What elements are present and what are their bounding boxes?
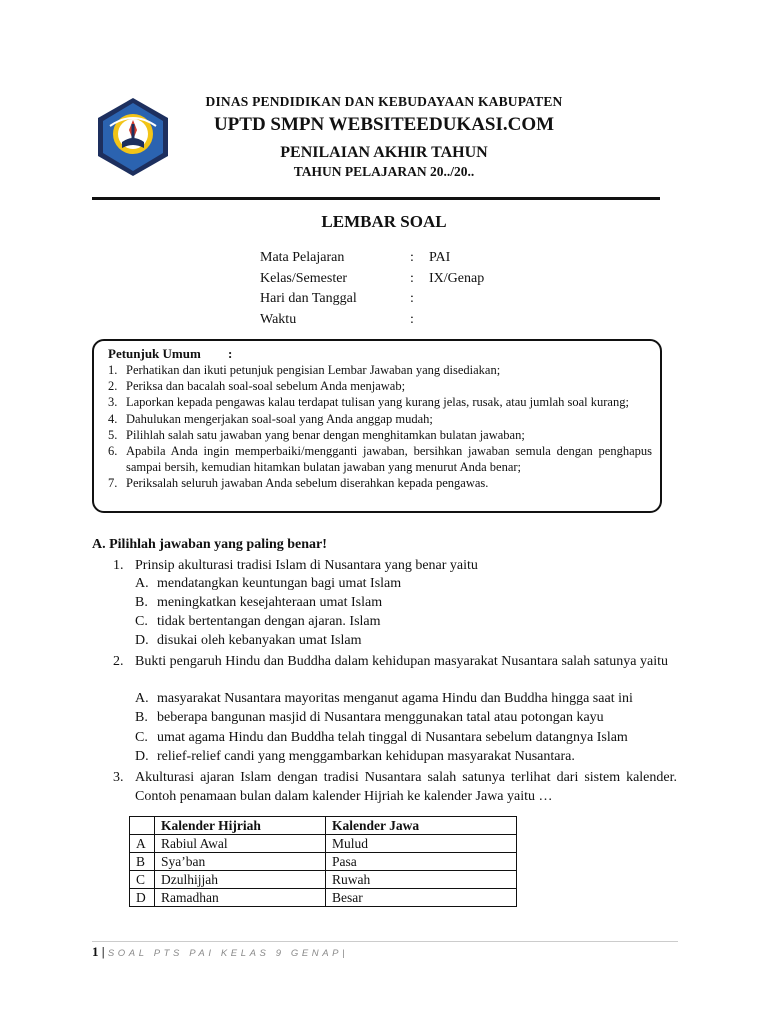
instructions-heading-colon: : <box>228 346 233 361</box>
instruction-text: Dahulukan mengerjakan soal-soal yang Anda anggap mudah; <box>126 411 433 426</box>
table-header-row <box>130 817 517 835</box>
instruction-item <box>108 427 652 443</box>
option-letter: B. <box>135 595 148 610</box>
instruction-text: Laporkan kepada pengawas kalau terdapat tulisan yang kurang jelas, rusak, atau jumlah soal kurang; <box>126 395 629 410</box>
table-row <box>130 835 517 853</box>
page-number: 1 <box>92 944 99 959</box>
option-2c <box>135 730 628 746</box>
table-cell: Mulud <box>326 835 517 853</box>
table-cell: Dzulhijjah <box>155 871 326 889</box>
table-cell: C <box>130 871 155 889</box>
option-1d <box>135 633 362 649</box>
instruction-num: 2. <box>108 379 118 394</box>
info-label: Waktu <box>260 311 297 327</box>
option-letter: D. <box>135 749 149 764</box>
option-text: disukai oleh kebanyakan umat Islam <box>157 633 362 648</box>
info-row-class <box>260 271 600 292</box>
page-footer <box>92 944 348 960</box>
table-cell: Pasa <box>326 853 517 871</box>
table-cell: B <box>130 853 155 871</box>
option-letter: A. <box>135 691 149 706</box>
option-1a <box>135 576 401 592</box>
info-value: IX/Genap <box>429 270 485 286</box>
instructions-heading <box>108 346 233 362</box>
instruction-num: 4. <box>108 411 118 426</box>
question-num: 3. <box>113 770 124 785</box>
info-colon: : <box>410 291 414 306</box>
option-2b <box>135 710 604 726</box>
option-text: umat agama Hindu dan Buddha telah tinggal di Nusantara sebelum datangnya Islam <box>157 730 628 745</box>
info-value: PAI <box>429 250 451 265</box>
instructions-list <box>108 362 652 492</box>
table-header-cell <box>130 817 155 835</box>
info-colon: : <box>410 250 414 265</box>
info-label: Hari dan Tanggal <box>260 291 357 306</box>
footer-separator: | <box>101 944 105 959</box>
instruction-item <box>108 362 652 378</box>
page-title: LEMBAR SOAL <box>321 212 447 231</box>
info-label: Mata Pelajaran <box>260 250 345 265</box>
table-row <box>130 853 517 871</box>
info-colon: : <box>410 270 414 286</box>
option-text: relief-relief candi yang menggambarkan kehidupan masyarakat Nusantara. <box>157 749 575 764</box>
instruction-text: Periksa dan bacalah soal-soal sebelum Anda menjawab; <box>126 379 406 394</box>
instruction-text: Pilihlah salah satu jawaban yang benar dengan menghitamkan bulatan jawaban; <box>126 427 525 442</box>
instruction-text: Perhatikan dan ikuti petunjuk pengisian Lembar Jawaban yang disediakan; <box>126 363 501 377</box>
instruction-num: 5. <box>108 427 118 442</box>
info-label: Kelas/Semester <box>260 270 348 286</box>
instruction-item <box>108 378 652 394</box>
question-text: Prinsip akulturasi tradisi Islam di Nusantara yang benar yaitu <box>135 558 478 573</box>
option-text: beberapa bangunan masjid di Nusantara menggunakan tatal atau potongan kayu <box>157 710 604 725</box>
question-num: 1. <box>113 558 124 573</box>
table-cell: Ruwah <box>326 871 517 889</box>
instructions-box <box>92 339 662 513</box>
option-text: mendatangkan keuntungan bagi umat Islam <box>157 576 402 591</box>
option-1b <box>135 595 382 611</box>
calendar-table <box>129 816 517 907</box>
footer-text: SOAL PTS PAI KELAS 9 GENAP| <box>107 948 349 959</box>
header-divider <box>92 197 660 200</box>
option-text: masyarakat Nusantara mayoritas menganut agama Hindu dan Buddha hingga saat ini <box>157 691 633 706</box>
table-cell: Besar <box>326 889 517 907</box>
option-letter: A. <box>135 576 149 591</box>
info-colon: : <box>410 311 414 327</box>
footer-divider <box>92 941 678 942</box>
section-a-heading: A. Pilihlah jawaban yang paling benar! <box>92 537 327 552</box>
instruction-item <box>108 394 652 410</box>
table-cell: Ramadhan <box>155 889 326 907</box>
option-text: meningkatkan kesejahteraan umat Islam <box>157 595 383 610</box>
header-year: TAHUN PELAJARAN 20../20.. <box>293 164 475 179</box>
info-row-subject <box>260 250 600 271</box>
table-header-cell: Kalender Jawa <box>326 817 517 835</box>
instruction-num: 6. <box>108 444 118 459</box>
question-text: Bukti pengaruh Hindu dan Buddha dalam kehidupan masyarakat Nusantara salah satunya yaitu <box>135 654 669 669</box>
instruction-item <box>108 411 652 427</box>
option-letter: C. <box>135 730 148 745</box>
option-letter: B. <box>135 710 148 725</box>
tut-wuri-handayani-logo <box>92 96 174 178</box>
info-row-time <box>260 312 600 333</box>
table-cell: A <box>130 835 155 853</box>
header-agency: DINAS PENDIDIKAN DAN KEBUDAYAAN KABUPATEN <box>205 94 563 109</box>
option-1c <box>135 614 381 630</box>
option-letter: D. <box>135 633 149 648</box>
instruction-num: 1. <box>108 363 118 377</box>
option-2a <box>135 691 633 707</box>
question-text: Akulturasi ajaran Islam dengan tradisi Nusantara salah satunya terlihat dari sistem kalender. Contoh penamaan bulan dalam kalender Hijriah ke kalender Jawa yaitu … <box>135 770 677 805</box>
option-2d <box>135 749 575 765</box>
table-header-cell: Kalender Hijriah <box>155 817 326 835</box>
instructions-heading-text: Petunjuk Umum <box>108 346 201 361</box>
table-row <box>130 871 517 889</box>
instruction-num: 3. <box>108 395 118 410</box>
instruction-num: 7. <box>108 476 118 491</box>
table-cell: Rabiul Awal <box>155 835 326 853</box>
instruction-item <box>108 475 652 491</box>
table-cell: Sya’ban <box>155 853 326 871</box>
table-cell: D <box>130 889 155 907</box>
instruction-text: Periksalah seluruh jawaban Anda sebelum diserahkan kepada pengawas. <box>126 476 489 491</box>
header-exam: PENILAIAN AKHIR TAHUN <box>280 144 488 161</box>
table-row <box>130 889 517 907</box>
header-school: UPTD SMPN WEBSITEEDUKASI.COM <box>213 114 555 135</box>
option-letter: C. <box>135 614 148 629</box>
instruction-item <box>108 443 652 475</box>
question-num: 2. <box>113 654 124 669</box>
instruction-text: Apabila Anda ingin memperbaiki/mengganti jawaban, bersihkan jawaban semula dengan penghapus sampai bersih, kemudian hitamkan bulatan jawaban yang menurut Anda benar; <box>126 444 652 475</box>
exam-info <box>260 250 600 332</box>
option-text: tidak bertentangan dengan ajaran. Islam <box>157 614 381 629</box>
info-row-date <box>260 291 600 312</box>
